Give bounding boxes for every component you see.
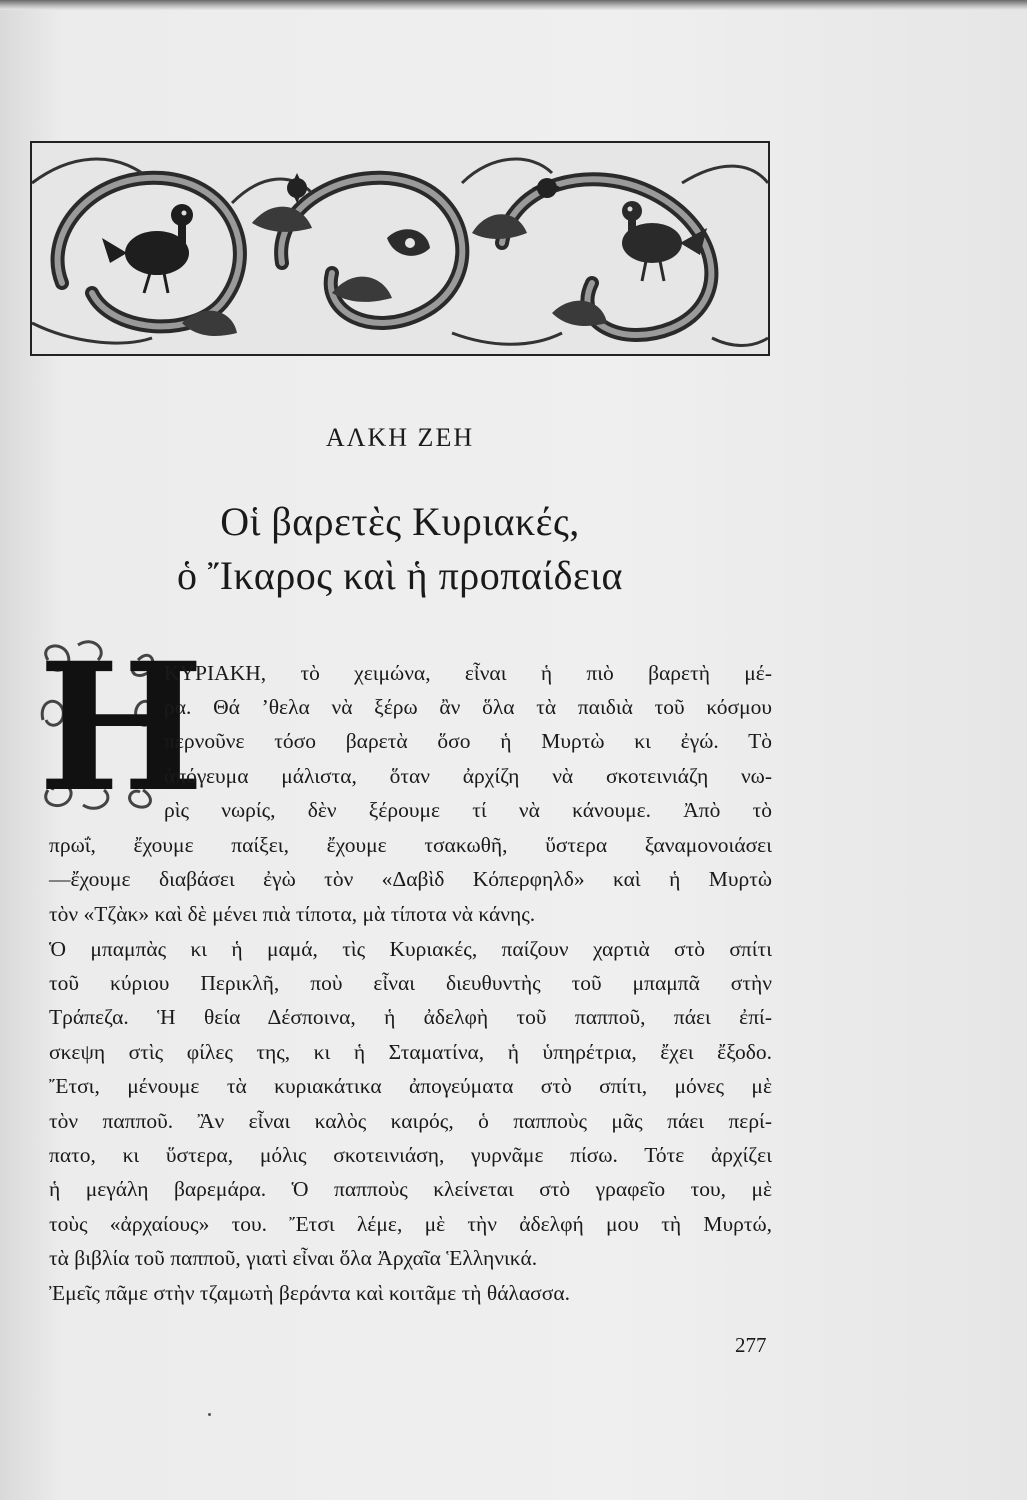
body-line: περνοῦνε τόσο βαρετὰ ὅσο ἡ Μυρτὼ κι ἐγώ. Τὸ [164, 729, 772, 753]
body-line: πατο, κι ὕστερα, μόλις σκοτεινιάση, γυρνᾶμε πίσω. Τότε ἀρχίζει [49, 1143, 772, 1167]
body-line: —ἔχουμε διαβάσει ἐγὼ τὸν «Δαβὶδ Κόπερφηλδ» καὶ ἡ Μυρτὼ [49, 867, 772, 891]
body-line: τὸν «Τζὰκ» καὶ δὲ μένει πιὰ τίποτα, μὰ τίποτα νὰ κάνης. [49, 902, 536, 926]
body-line: ΚΥΡΙΑΚΗ, τὸ χειμώνα, εἶναι ἡ πιὸ βαρετὴ μέ- [164, 661, 772, 685]
body-line: Τράπεζα. Ἡ θεία Δέσποινα, ἡ ἀδελφὴ τοῦ παπποῦ, πάει ἐπί- [49, 1005, 772, 1029]
body-line: τοὺς «ἀρχαίους» του. Ἔτσι λέμε, μὲ τὴν ἀδελφή μου τὴ Μυρτώ, [49, 1212, 772, 1236]
body-line: ἡ μεγάλη βαρεμάρα. Ὁ παπποὺς κλείνεται στὸ γραφεῖο του, μὲ [49, 1177, 772, 1201]
body-line: ἀπόγευμα μάλιστα, ὅταν ἀρχίζη νὰ σκοτεινιάζη νω- [164, 764, 772, 788]
body-line: τὸν παπποῦ. Ἂν εἶναι καλὸς καιρός, ὁ παπποὺς μᾶς πάει περί- [49, 1109, 772, 1133]
page-number: 277 [735, 1333, 767, 1357]
drop-cap-initial [38, 624, 205, 831]
stray-mark [208, 1413, 211, 1416]
story-title-line-2: ὁ Ἴκαρος καὶ ἡ προπαίδεια [177, 553, 623, 598]
page-top-edge [0, 0, 1027, 10]
body-line: τὰ βιβλία τοῦ παπποῦ, γιατὶ εἶναι ὅλα Ἀρχαῖα Ἑλληνικά. [49, 1246, 538, 1270]
body-line: Ἐμεῖς πᾶμε στὴν τζαμωτὴ βεράντα καὶ κοιτᾶμε τὴ θάλασσα. [49, 1281, 570, 1305]
body-line: ρα. Θά ’θελα νὰ ξέρω ἂν ὅλα τὰ παιδιὰ τοῦ κόσμου [164, 695, 772, 719]
body-line: σκεψη στὶς φίλες της, κι ἡ Σταματίνα, ἡ ὑπηρέτρια, ἔχει ἔξοδο. [49, 1040, 772, 1064]
body-line: πρωΐ, ἔχουμε παίξει, ἔχουμε τσακωθῆ, ὕστερα ξαναμονοιάσει [49, 833, 772, 857]
body-line: Ἔτσι, μένουμε τὰ κυριακάτικα ἀπογεύματα στὸ σπίτι, μόνες μὲ [49, 1074, 772, 1098]
header-ornament [30, 141, 770, 356]
body-line: τοῦ κύριου Περικλῆ, ποὺ εἶναι διευθυντὴς τοῦ μπαμπᾶ στὴν [49, 971, 772, 995]
vine-ornament-graphic [32, 143, 768, 354]
author-name: ΑΛΚΗ ΖΕΗ [325, 423, 475, 452]
drop-cap-letter: Η [38, 624, 205, 831]
body-line: ρὶς νωρίς, δὲν ξέρουμε τί νὰ κάνουμε. Ἀπὸ τὸ [164, 798, 772, 822]
story-title-line-1: Οἱ βαρετὲς Κυριακές, [220, 499, 580, 544]
body-line: Ὁ μπαμπὰς κι ἡ μαμά, τὶς Κυριακές, παίζουν χαρτιὰ στὸ σπίτι [49, 937, 772, 961]
